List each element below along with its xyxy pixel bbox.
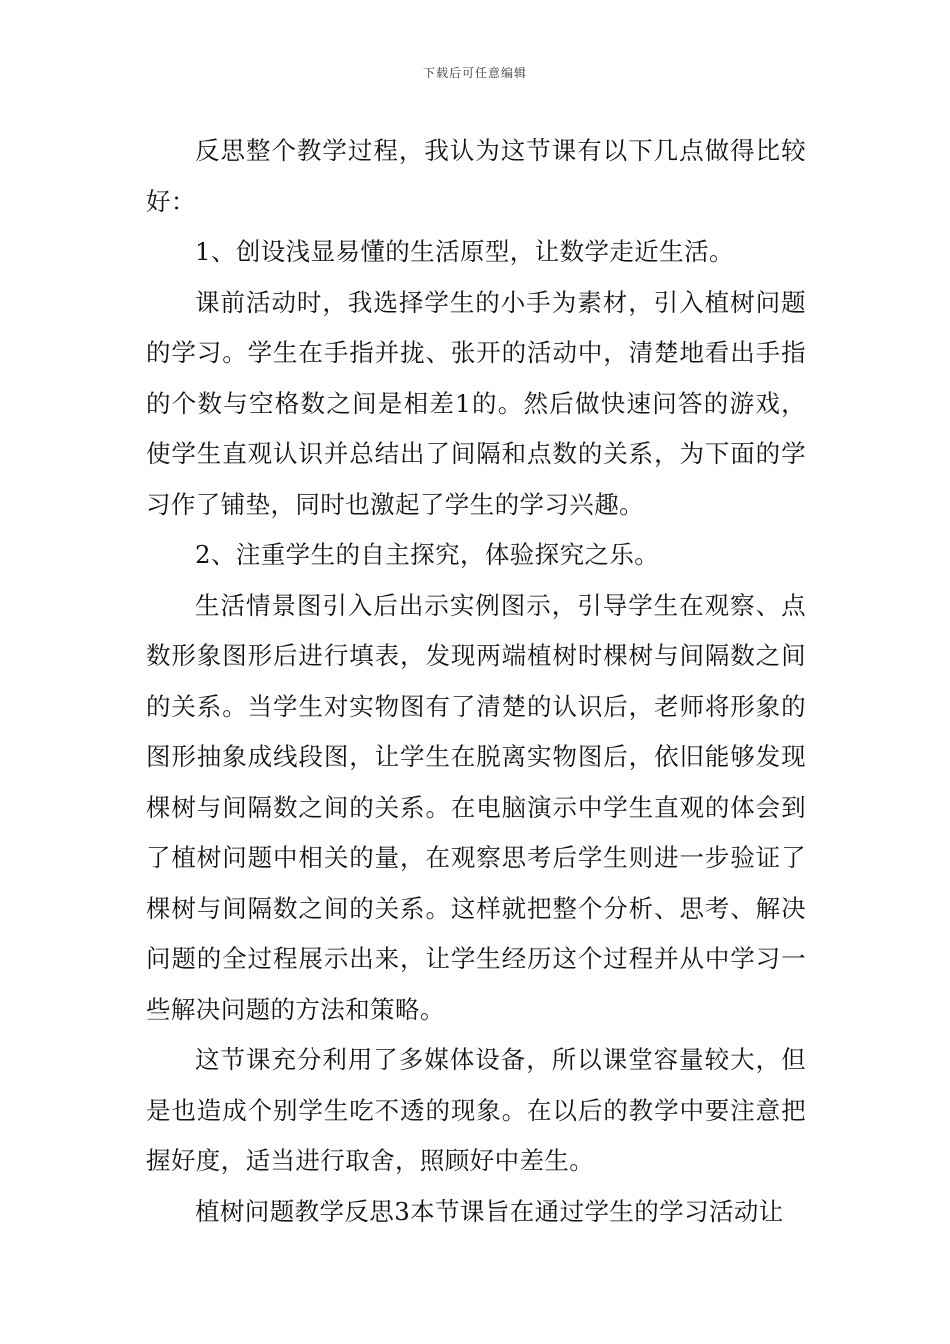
paragraph-shortcoming: 这节课充分利用了多媒体设备，所以课堂容量较大，但是也造成个别学生吃不透的现象。在以后的教学中要注意把握好度，适当进行取舍，照顾好中差生。	[146, 1045, 806, 1175]
paragraph-point-1-heading: 1、创设浅显易懂的生活原型，让数学走近生活。	[195, 237, 734, 266]
document-body	[146, 126, 806, 1237]
header-note: 下载后可任意编辑	[422, 66, 527, 80]
paragraph-point-1-body: 课前活动时，我选择学生的小手为素材，引入植树问题的学习。学生在手指并拢、张开的活动中，清楚地看出手指的个数与空格数之间是相差1的。然后做快速问答的游戏，使学生直观认识并总结出了间隔和点数的关系，为下面的学习作了铺垫，同时也激起了学生的学习兴趣。	[146, 287, 806, 519]
paragraph-reflection-intro: 反思整个教学过程，我认为这节课有以下几点做得比较好：	[146, 136, 806, 216]
paragraph-reflection-3-start: 植树问题教学反思3本节课旨在通过学生的学习活动让	[195, 1196, 784, 1226]
paragraph-point-2-body: 生活情景图引入后出示实例图示，引导学生在观察、点数形象图形后进行填表，发现两端植树时棵树与间隔数之间的关系。当学生对实物图有了清楚的认识后，老师将形象的图形抽象成线段图，让学生在脱离实物图后，依旧能够发现棵树与间隔数之间的关系。在电脑演示中学生直观的体会到了植树问题中相关的量，在观察思考后学生则进一步验证了棵树与间隔数之间的关系。这样就把整个分析、思考、解决问题的全过程展示出来，让学生经历这个过程并从中学习一些解决问题的方法和策略。	[146, 590, 806, 1024]
paragraph-point-2-heading: 2、注重学生的自主探究，体验探究之乐。	[195, 540, 660, 569]
